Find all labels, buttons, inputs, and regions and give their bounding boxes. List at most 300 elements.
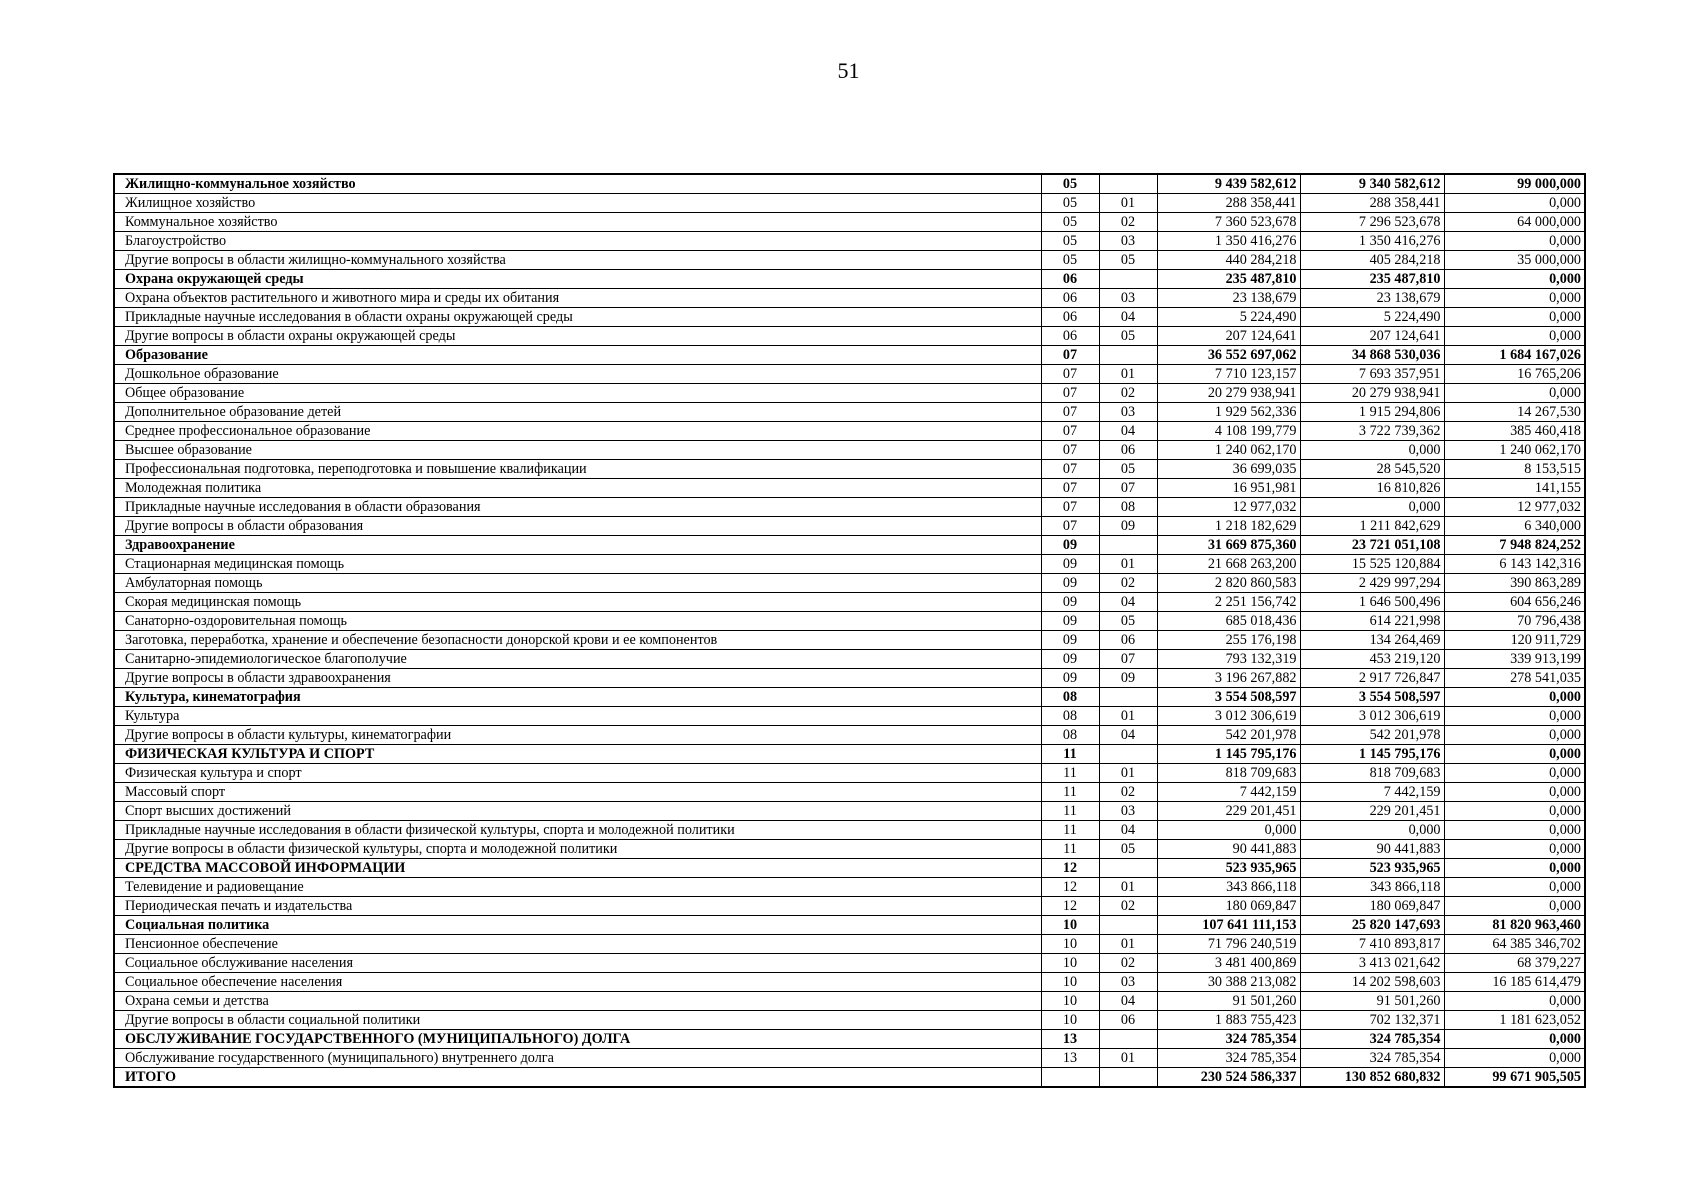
table-row bbox=[114, 1011, 1585, 1030]
total-amount-cell: 36 552 697,062 bbox=[1157, 346, 1300, 365]
section-code-cell: 07 bbox=[1041, 441, 1099, 460]
row-name-cell: Жилищное хозяйство bbox=[114, 194, 1041, 213]
total-amount-cell: 0,000 bbox=[1157, 821, 1300, 840]
row-name-cell: Другие вопросы в области образования bbox=[114, 517, 1041, 536]
amount-cell: 0,000 bbox=[1444, 764, 1585, 783]
budget-table-body bbox=[114, 174, 1585, 1087]
total-amount-cell: 91 501,260 bbox=[1157, 992, 1300, 1011]
section-code-cell: 10 bbox=[1041, 954, 1099, 973]
amount-cell: 7 410 893,817 bbox=[1300, 935, 1444, 954]
amount-cell: 91 501,260 bbox=[1300, 992, 1444, 1011]
amount-cell: 0,000 bbox=[1444, 802, 1585, 821]
amount-cell: 70 796,438 bbox=[1444, 612, 1585, 631]
total-amount-cell: 21 668 263,200 bbox=[1157, 555, 1300, 574]
amount-cell: 180 069,847 bbox=[1300, 897, 1444, 916]
subsection-code-cell bbox=[1099, 859, 1157, 878]
subsection-code-cell: 05 bbox=[1099, 460, 1157, 479]
amount-cell: 8 153,515 bbox=[1444, 460, 1585, 479]
table-row bbox=[114, 593, 1585, 612]
amount-cell: 35 000,000 bbox=[1444, 251, 1585, 270]
amount-cell: 3 722 739,362 bbox=[1300, 422, 1444, 441]
total-amount-cell: 542 201,978 bbox=[1157, 726, 1300, 745]
section-code-cell: 07 bbox=[1041, 384, 1099, 403]
amount-cell: 23 721 051,108 bbox=[1300, 536, 1444, 555]
row-name-cell: Стационарная медицинская помощь bbox=[114, 555, 1041, 574]
amount-cell: 141,155 bbox=[1444, 479, 1585, 498]
row-name-cell: Молодежная политика bbox=[114, 479, 1041, 498]
subsection-code-cell: 03 bbox=[1099, 289, 1157, 308]
table-row bbox=[114, 213, 1585, 232]
amount-cell: 81 820 963,460 bbox=[1444, 916, 1585, 935]
subsection-code-cell: 04 bbox=[1099, 992, 1157, 1011]
amount-cell: 14 202 598,603 bbox=[1300, 973, 1444, 992]
amount-cell: 339 913,199 bbox=[1444, 650, 1585, 669]
amount-cell: 0,000 bbox=[1444, 270, 1585, 289]
amount-cell: 702 132,371 bbox=[1300, 1011, 1444, 1030]
subsection-code-cell: 05 bbox=[1099, 612, 1157, 631]
subsection-code-cell: 08 bbox=[1099, 498, 1157, 517]
amount-cell: 120 911,729 bbox=[1444, 631, 1585, 650]
section-code-cell: 10 bbox=[1041, 973, 1099, 992]
subsection-code-cell: 07 bbox=[1099, 479, 1157, 498]
row-name-cell: Другие вопросы в области здравоохранения bbox=[114, 669, 1041, 688]
row-name-cell: Санитарно-эпидемиологическое благополучие bbox=[114, 650, 1041, 669]
row-name-cell: Социальная политика bbox=[114, 916, 1041, 935]
section-code-cell: 10 bbox=[1041, 935, 1099, 954]
amount-cell: 16 185 614,479 bbox=[1444, 973, 1585, 992]
section-code-cell: 13 bbox=[1041, 1030, 1099, 1049]
amount-cell: 0,000 bbox=[1444, 878, 1585, 897]
row-name-cell: Обслуживание государственного (муниципального) внутреннего долга bbox=[114, 1049, 1041, 1068]
section-code-cell: 05 bbox=[1041, 251, 1099, 270]
subsection-code-cell: 01 bbox=[1099, 764, 1157, 783]
total-amount-cell: 793 132,319 bbox=[1157, 650, 1300, 669]
section-code-cell: 09 bbox=[1041, 593, 1099, 612]
page-number: 51 bbox=[837, 58, 860, 83]
table-row bbox=[114, 916, 1585, 935]
section-code-cell: 05 bbox=[1041, 213, 1099, 232]
row-name-cell: Коммунальное хозяйство bbox=[114, 213, 1041, 232]
row-name-cell: Прикладные научные исследования в области физической культуры, спорта и молодежной политики bbox=[114, 821, 1041, 840]
section-code-cell: 05 bbox=[1041, 174, 1099, 194]
row-name-cell: Прикладные научные исследования в области охраны окружающей среды bbox=[114, 308, 1041, 327]
total-amount-cell: 230 524 586,337 bbox=[1157, 1068, 1300, 1088]
amount-cell: 0,000 bbox=[1444, 992, 1585, 1011]
section-code-cell: 10 bbox=[1041, 1011, 1099, 1030]
total-amount-cell: 685 018,436 bbox=[1157, 612, 1300, 631]
table-row bbox=[114, 764, 1585, 783]
amount-cell: 7 296 523,678 bbox=[1300, 213, 1444, 232]
table-row bbox=[114, 821, 1585, 840]
row-name-cell: Социальное обслуживание населения bbox=[114, 954, 1041, 973]
amount-cell: 7 442,159 bbox=[1300, 783, 1444, 802]
total-amount-cell: 71 796 240,519 bbox=[1157, 935, 1300, 954]
amount-cell: 0,000 bbox=[1444, 726, 1585, 745]
table-row bbox=[114, 498, 1585, 517]
amount-cell: 34 868 530,036 bbox=[1300, 346, 1444, 365]
subsection-code-cell: 04 bbox=[1099, 593, 1157, 612]
amount-cell: 15 525 120,884 bbox=[1300, 555, 1444, 574]
section-code-cell: 07 bbox=[1041, 403, 1099, 422]
row-name-cell: Другие вопросы в области физической культуры, спорта и молодежной политики bbox=[114, 840, 1041, 859]
section-code-cell: 06 bbox=[1041, 270, 1099, 289]
table-row bbox=[114, 555, 1585, 574]
row-name-cell: Прикладные научные исследования в области образования bbox=[114, 498, 1041, 517]
subsection-code-cell bbox=[1099, 346, 1157, 365]
amount-cell: 5 224,490 bbox=[1300, 308, 1444, 327]
row-name-cell: Заготовка, переработка, хранение и обеспечение безопасности донорской крови и ее компонентов bbox=[114, 631, 1041, 650]
subsection-code-cell: 01 bbox=[1099, 878, 1157, 897]
total-amount-cell: 3 012 306,619 bbox=[1157, 707, 1300, 726]
subsection-code-cell: 01 bbox=[1099, 555, 1157, 574]
section-code-cell: 11 bbox=[1041, 821, 1099, 840]
row-name-cell: Высшее образование bbox=[114, 441, 1041, 460]
table-row bbox=[114, 232, 1585, 251]
total-amount-cell: 818 709,683 bbox=[1157, 764, 1300, 783]
section-code-cell: 11 bbox=[1041, 840, 1099, 859]
subsection-code-cell: 03 bbox=[1099, 802, 1157, 821]
total-amount-cell: 36 699,035 bbox=[1157, 460, 1300, 479]
total-amount-cell: 90 441,883 bbox=[1157, 840, 1300, 859]
total-amount-cell: 180 069,847 bbox=[1157, 897, 1300, 916]
table-row bbox=[114, 954, 1585, 973]
amount-cell: 0,000 bbox=[1300, 441, 1444, 460]
amount-cell: 6 340,000 bbox=[1444, 517, 1585, 536]
amount-cell: 405 284,218 bbox=[1300, 251, 1444, 270]
amount-cell: 6 143 142,316 bbox=[1444, 555, 1585, 574]
subsection-code-cell bbox=[1099, 688, 1157, 707]
row-name-cell: Другие вопросы в области культуры, кинематографии bbox=[114, 726, 1041, 745]
table-row bbox=[114, 802, 1585, 821]
amount-cell: 23 138,679 bbox=[1300, 289, 1444, 308]
amount-cell: 25 820 147,693 bbox=[1300, 916, 1444, 935]
amount-cell: 0,000 bbox=[1300, 498, 1444, 517]
subsection-code-cell: 06 bbox=[1099, 1011, 1157, 1030]
amount-cell: 134 264,469 bbox=[1300, 631, 1444, 650]
amount-cell: 9 340 582,612 bbox=[1300, 174, 1444, 194]
row-name-cell: Другие вопросы в области жилищно-коммунального хозяйства bbox=[114, 251, 1041, 270]
section-code-cell: 06 bbox=[1041, 289, 1099, 308]
amount-cell: 614 221,998 bbox=[1300, 612, 1444, 631]
total-amount-cell: 288 358,441 bbox=[1157, 194, 1300, 213]
section-code-cell: 09 bbox=[1041, 555, 1099, 574]
row-name-cell: Другие вопросы в области социальной политики bbox=[114, 1011, 1041, 1030]
total-amount-cell: 7 442,159 bbox=[1157, 783, 1300, 802]
table-row bbox=[114, 650, 1585, 669]
row-name-cell: Массовый спорт bbox=[114, 783, 1041, 802]
budget-table bbox=[113, 173, 1586, 1088]
row-name-cell: Другие вопросы в области охраны окружающей среды bbox=[114, 327, 1041, 346]
total-amount-cell: 30 388 213,082 bbox=[1157, 973, 1300, 992]
subsection-code-cell: 04 bbox=[1099, 726, 1157, 745]
row-name-cell: Культура, кинематография bbox=[114, 688, 1041, 707]
row-name-cell: СРЕДСТВА МАССОВОЙ ИНФОРМАЦИИ bbox=[114, 859, 1041, 878]
row-name-cell: Благоустройство bbox=[114, 232, 1041, 251]
section-code-cell: 11 bbox=[1041, 802, 1099, 821]
row-name-cell: Здравоохранение bbox=[114, 536, 1041, 555]
table-row bbox=[114, 422, 1585, 441]
row-name-cell: Охрана семьи и детства bbox=[114, 992, 1041, 1011]
subsection-code-cell: 03 bbox=[1099, 973, 1157, 992]
section-code-cell: 07 bbox=[1041, 498, 1099, 517]
subsection-code-cell bbox=[1099, 536, 1157, 555]
table-row bbox=[114, 878, 1585, 897]
total-amount-cell: 16 951,981 bbox=[1157, 479, 1300, 498]
total-amount-cell: 3 196 267,882 bbox=[1157, 669, 1300, 688]
amount-cell: 0,000 bbox=[1444, 1030, 1585, 1049]
amount-cell: 324 785,354 bbox=[1300, 1049, 1444, 1068]
amount-cell: 818 709,683 bbox=[1300, 764, 1444, 783]
subsection-code-cell bbox=[1099, 745, 1157, 764]
table-row bbox=[114, 726, 1585, 745]
amount-cell: 99 000,000 bbox=[1444, 174, 1585, 194]
section-code-cell: 08 bbox=[1041, 688, 1099, 707]
amount-cell: 16 810,826 bbox=[1300, 479, 1444, 498]
subsection-code-cell: 04 bbox=[1099, 821, 1157, 840]
subsection-code-cell: 01 bbox=[1099, 935, 1157, 954]
amount-cell: 324 785,354 bbox=[1300, 1030, 1444, 1049]
row-name-cell: ФИЗИЧЕСКАЯ КУЛЬТУРА И СПОРТ bbox=[114, 745, 1041, 764]
section-code-cell: 07 bbox=[1041, 422, 1099, 441]
table-row bbox=[114, 688, 1585, 707]
amount-cell: 1 646 500,496 bbox=[1300, 593, 1444, 612]
subsection-code-cell bbox=[1099, 1068, 1157, 1088]
subsection-code-cell: 02 bbox=[1099, 574, 1157, 593]
amount-cell: 0,000 bbox=[1444, 745, 1585, 764]
subsection-code-cell: 03 bbox=[1099, 232, 1157, 251]
section-code-cell: 09 bbox=[1041, 574, 1099, 593]
total-amount-cell: 4 108 199,779 bbox=[1157, 422, 1300, 441]
total-amount-cell: 343 866,118 bbox=[1157, 878, 1300, 897]
amount-cell: 0,000 bbox=[1444, 897, 1585, 916]
amount-cell: 542 201,978 bbox=[1300, 726, 1444, 745]
amount-cell: 1 915 294,806 bbox=[1300, 403, 1444, 422]
table-row bbox=[114, 612, 1585, 631]
row-name-cell: Общее образование bbox=[114, 384, 1041, 403]
amount-cell: 2 429 997,294 bbox=[1300, 574, 1444, 593]
row-name-cell: Санаторно-оздоровительная помощь bbox=[114, 612, 1041, 631]
amount-cell: 20 279 938,941 bbox=[1300, 384, 1444, 403]
row-name-cell: ИТОГО bbox=[114, 1068, 1041, 1088]
amount-cell: 90 441,883 bbox=[1300, 840, 1444, 859]
amount-cell: 3 413 021,642 bbox=[1300, 954, 1444, 973]
section-code-cell: 07 bbox=[1041, 365, 1099, 384]
amount-cell: 0,000 bbox=[1444, 821, 1585, 840]
section-code-cell: 05 bbox=[1041, 194, 1099, 213]
amount-cell: 0,000 bbox=[1444, 232, 1585, 251]
amount-cell: 14 267,530 bbox=[1444, 403, 1585, 422]
table-row bbox=[114, 897, 1585, 916]
amount-cell: 0,000 bbox=[1444, 707, 1585, 726]
amount-cell: 604 656,246 bbox=[1444, 593, 1585, 612]
total-amount-cell: 207 124,641 bbox=[1157, 327, 1300, 346]
table-row bbox=[114, 1068, 1585, 1088]
total-amount-cell: 1 240 062,170 bbox=[1157, 441, 1300, 460]
table-row bbox=[114, 251, 1585, 270]
table-row bbox=[114, 745, 1585, 764]
subsection-code-cell: 05 bbox=[1099, 327, 1157, 346]
table-row bbox=[114, 460, 1585, 479]
subsection-code-cell: 07 bbox=[1099, 650, 1157, 669]
amount-cell: 1 211 842,629 bbox=[1300, 517, 1444, 536]
row-name-cell: Социальное обеспечение населения bbox=[114, 973, 1041, 992]
subsection-code-cell: 04 bbox=[1099, 422, 1157, 441]
amount-cell: 1 240 062,170 bbox=[1444, 441, 1585, 460]
row-name-cell: Физическая культура и спорт bbox=[114, 764, 1041, 783]
section-code-cell: 12 bbox=[1041, 878, 1099, 897]
row-name-cell: Спорт высших достижений bbox=[114, 802, 1041, 821]
table-row bbox=[114, 669, 1585, 688]
table-row bbox=[114, 346, 1585, 365]
row-name-cell: Жилищно-коммунальное хозяйство bbox=[114, 174, 1041, 194]
amount-cell: 3 554 508,597 bbox=[1300, 688, 1444, 707]
subsection-code-cell: 05 bbox=[1099, 251, 1157, 270]
total-amount-cell: 107 641 111,153 bbox=[1157, 916, 1300, 935]
row-name-cell: Охрана окружающей среды bbox=[114, 270, 1041, 289]
table-row bbox=[114, 707, 1585, 726]
total-amount-cell: 1 883 755,423 bbox=[1157, 1011, 1300, 1030]
total-amount-cell: 324 785,354 bbox=[1157, 1030, 1300, 1049]
amount-cell: 235 487,810 bbox=[1300, 270, 1444, 289]
table-row bbox=[114, 840, 1585, 859]
section-code-cell: 11 bbox=[1041, 764, 1099, 783]
section-code-cell: 08 bbox=[1041, 707, 1099, 726]
row-name-cell: Культура bbox=[114, 707, 1041, 726]
amount-cell: 16 765,206 bbox=[1444, 365, 1585, 384]
section-code-cell: 12 bbox=[1041, 859, 1099, 878]
amount-cell: 7 948 824,252 bbox=[1444, 536, 1585, 555]
amount-cell: 3 012 306,619 bbox=[1300, 707, 1444, 726]
total-amount-cell: 229 201,451 bbox=[1157, 802, 1300, 821]
subsection-code-cell: 01 bbox=[1099, 707, 1157, 726]
total-amount-cell: 235 487,810 bbox=[1157, 270, 1300, 289]
amount-cell: 130 852 680,832 bbox=[1300, 1068, 1444, 1088]
total-amount-cell: 255 176,198 bbox=[1157, 631, 1300, 650]
section-code-cell: 09 bbox=[1041, 631, 1099, 650]
table-row bbox=[114, 574, 1585, 593]
amount-cell: 390 863,289 bbox=[1444, 574, 1585, 593]
subsection-code-cell: 09 bbox=[1099, 517, 1157, 536]
total-amount-cell: 1 218 182,629 bbox=[1157, 517, 1300, 536]
amount-cell: 278 541,035 bbox=[1444, 669, 1585, 688]
total-amount-cell: 23 138,679 bbox=[1157, 289, 1300, 308]
amount-cell: 1 145 795,176 bbox=[1300, 745, 1444, 764]
section-code-cell: 10 bbox=[1041, 916, 1099, 935]
amount-cell: 0,000 bbox=[1444, 859, 1585, 878]
total-amount-cell: 7 710 123,157 bbox=[1157, 365, 1300, 384]
total-amount-cell: 2 820 860,583 bbox=[1157, 574, 1300, 593]
table-row bbox=[114, 194, 1585, 213]
table-row bbox=[114, 174, 1585, 194]
amount-cell: 7 693 357,951 bbox=[1300, 365, 1444, 384]
table-row bbox=[114, 479, 1585, 498]
section-code-cell: 11 bbox=[1041, 783, 1099, 802]
amount-cell: 523 935,965 bbox=[1300, 859, 1444, 878]
table-row bbox=[114, 441, 1585, 460]
amount-cell: 64 000,000 bbox=[1444, 213, 1585, 232]
amount-cell: 207 124,641 bbox=[1300, 327, 1444, 346]
table-row bbox=[114, 384, 1585, 403]
table-row bbox=[114, 1049, 1585, 1068]
table-row bbox=[114, 270, 1585, 289]
table-row bbox=[114, 365, 1585, 384]
amount-cell: 28 545,520 bbox=[1300, 460, 1444, 479]
amount-cell: 453 219,120 bbox=[1300, 650, 1444, 669]
table-row bbox=[114, 1030, 1585, 1049]
row-name-cell: Среднее профессиональное образование bbox=[114, 422, 1041, 441]
amount-cell: 0,000 bbox=[1444, 308, 1585, 327]
total-amount-cell: 1 929 562,336 bbox=[1157, 403, 1300, 422]
amount-cell: 1 684 167,026 bbox=[1444, 346, 1585, 365]
subsection-code-cell: 02 bbox=[1099, 954, 1157, 973]
amount-cell: 0,000 bbox=[1444, 194, 1585, 213]
subsection-code-cell: 09 bbox=[1099, 669, 1157, 688]
table-row bbox=[114, 536, 1585, 555]
section-code-cell: 07 bbox=[1041, 479, 1099, 498]
amount-cell: 12 977,032 bbox=[1444, 498, 1585, 517]
total-amount-cell: 1 350 416,276 bbox=[1157, 232, 1300, 251]
section-code-cell: 11 bbox=[1041, 745, 1099, 764]
subsection-code-cell bbox=[1099, 916, 1157, 935]
row-name-cell: Профессиональная подготовка, переподготовка и повышение квалификации bbox=[114, 460, 1041, 479]
section-code-cell: 07 bbox=[1041, 517, 1099, 536]
table-row bbox=[114, 289, 1585, 308]
table-row bbox=[114, 403, 1585, 422]
subsection-code-cell: 01 bbox=[1099, 365, 1157, 384]
table-row bbox=[114, 973, 1585, 992]
subsection-code-cell: 06 bbox=[1099, 631, 1157, 650]
subsection-code-cell: 02 bbox=[1099, 783, 1157, 802]
subsection-code-cell bbox=[1099, 174, 1157, 194]
table-row bbox=[114, 327, 1585, 346]
amount-cell: 1 181 623,052 bbox=[1444, 1011, 1585, 1030]
subsection-code-cell bbox=[1099, 270, 1157, 289]
row-name-cell: Скорая медицинская помощь bbox=[114, 593, 1041, 612]
section-code-cell: 09 bbox=[1041, 612, 1099, 631]
amount-cell: 229 201,451 bbox=[1300, 802, 1444, 821]
row-name-cell: ОБСЛУЖИВАНИЕ ГОСУДАРСТВЕННОГО (МУНИЦИПАЛЬНОГО) ДОЛГА bbox=[114, 1030, 1041, 1049]
table-row bbox=[114, 631, 1585, 650]
amount-cell: 288 358,441 bbox=[1300, 194, 1444, 213]
total-amount-cell: 440 284,218 bbox=[1157, 251, 1300, 270]
amount-cell: 0,000 bbox=[1444, 289, 1585, 308]
subsection-code-cell: 05 bbox=[1099, 840, 1157, 859]
total-amount-cell: 20 279 938,941 bbox=[1157, 384, 1300, 403]
row-name-cell: Пенсионное обеспечение bbox=[114, 935, 1041, 954]
row-name-cell: Периодическая печать и издательства bbox=[114, 897, 1041, 916]
section-code-cell: 08 bbox=[1041, 726, 1099, 745]
amount-cell: 2 917 726,847 bbox=[1300, 669, 1444, 688]
total-amount-cell: 9 439 582,612 bbox=[1157, 174, 1300, 194]
amount-cell: 0,000 bbox=[1300, 821, 1444, 840]
section-code-cell: 06 bbox=[1041, 308, 1099, 327]
amount-cell: 0,000 bbox=[1444, 840, 1585, 859]
row-name-cell: Амбулаторная помощь bbox=[114, 574, 1041, 593]
row-name-cell: Дошкольное образование bbox=[114, 365, 1041, 384]
table-row bbox=[114, 783, 1585, 802]
subsection-code-cell: 02 bbox=[1099, 384, 1157, 403]
section-code-cell: 10 bbox=[1041, 992, 1099, 1011]
subsection-code-cell: 03 bbox=[1099, 403, 1157, 422]
table-row bbox=[114, 935, 1585, 954]
total-amount-cell: 1 145 795,176 bbox=[1157, 745, 1300, 764]
table-row bbox=[114, 992, 1585, 1011]
amount-cell: 1 350 416,276 bbox=[1300, 232, 1444, 251]
section-code-cell bbox=[1041, 1068, 1099, 1088]
total-amount-cell: 12 977,032 bbox=[1157, 498, 1300, 517]
table-row bbox=[114, 308, 1585, 327]
subsection-code-cell: 02 bbox=[1099, 897, 1157, 916]
